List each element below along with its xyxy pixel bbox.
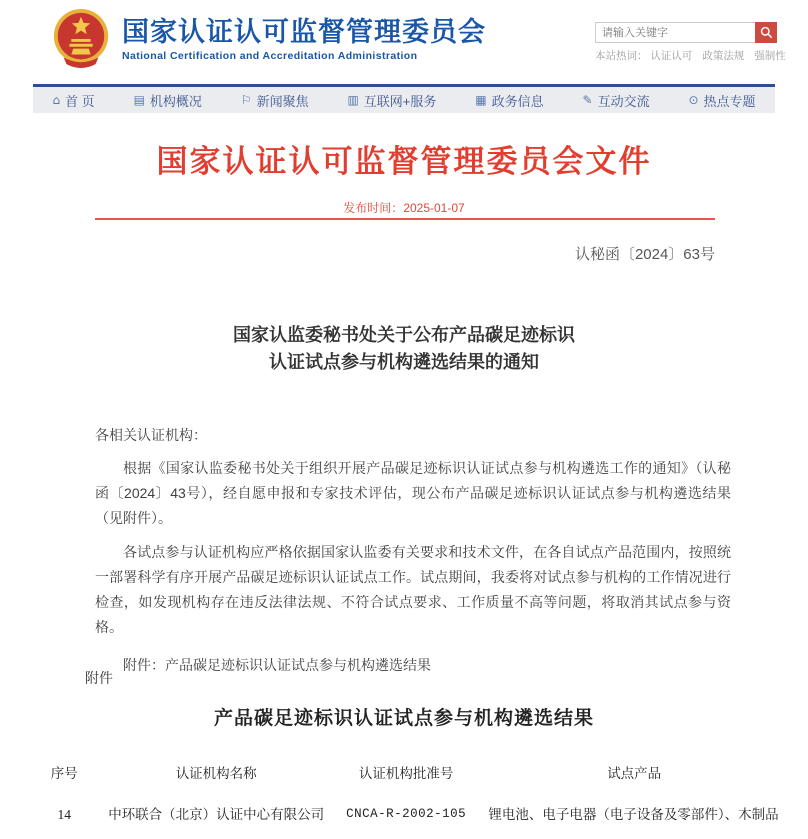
hot-word-link[interactable]: 认证认可: [650, 50, 693, 62]
nav-item-interaction[interactable]: [583, 91, 650, 110]
publish-date-value: 2025-01-07: [403, 201, 465, 215]
table-row: [30, 796, 790, 833]
col-header-org-name: 认证机构名称: [175, 766, 257, 781]
nav-label: 互动交流: [597, 93, 650, 109]
hot-words-row: [595, 48, 786, 63]
col-header-approval-no: 认证机构批准号: [358, 766, 454, 781]
nav-label: 机构概况: [149, 93, 202, 109]
cell-org-name: 中环联合（北京）认证中心有限公司: [108, 807, 325, 822]
cell-approval-no: CNCA-R-2002-105: [346, 807, 467, 821]
nav-label: 首 页: [65, 93, 95, 109]
home-icon: ⌂: [52, 93, 61, 107]
salutation: 各相关认证机构：: [95, 427, 207, 443]
search-input[interactable]: [595, 22, 755, 43]
nav-item-news-focus[interactable]: [241, 91, 309, 110]
site-brand: [122, 17, 486, 62]
nav-label: 热点专题: [703, 93, 756, 109]
document-banner-title: 国家认证认可监督管理委员会文件: [156, 144, 652, 179]
publish-date-label: 发布时间：: [343, 201, 404, 215]
hot-words-label: 本站热词：: [595, 50, 648, 62]
search-button[interactable]: [755, 22, 777, 43]
nav-item-org-overview[interactable]: [134, 91, 202, 110]
hot-word-link[interactable]: 政策法规: [702, 50, 745, 62]
search-icon: [760, 26, 773, 39]
site-header: [0, 0, 808, 84]
interaction-icon: ✎: [582, 93, 593, 107]
main-navbar: [33, 84, 775, 113]
attachment-table: [30, 752, 790, 833]
body-paragraph: 根据《国家认监委秘书处关于组织开展产品碳足迹标识认证试点参与机构遴选工作的通知》（认秘函〔2024〕43号），经自愿申报和专家技术评估，现公布产品碳足迹标识认证试点参与机构遴选结果（见附件）。: [95, 460, 731, 526]
red-divider: [95, 218, 715, 220]
attachment-reference: 附件：产品碳足迹标识认证试点参与机构遴选结果: [123, 657, 431, 673]
site-title-en: National Certification and Accreditation Administration: [122, 50, 418, 62]
attachment-title: 产品碳足迹标识认证试点参与机构遴选结果: [213, 708, 594, 729]
publish-date-line: [0, 199, 808, 216]
nav-item-internet-service[interactable]: [347, 91, 436, 110]
document-body: [95, 423, 731, 678]
hot-word-link[interactable]: 强制性: [754, 50, 786, 62]
news-focus-icon: ⚐: [240, 93, 252, 107]
internet-service-icon: ▥: [347, 93, 359, 107]
document-number: 认秘函〔2024〕63号: [574, 246, 715, 263]
nav-label: 新闻聚焦: [256, 93, 309, 109]
col-header-seq: 序号: [50, 766, 78, 781]
attachment-label: 附件: [85, 670, 113, 686]
document-title-line2: 认证试点参与机构遴选结果的通知: [269, 352, 539, 372]
gov-info-icon: ▦: [475, 93, 487, 107]
national-emblem-logo: [50, 6, 112, 70]
search-area: [595, 22, 786, 63]
hot-topics-icon: ⊙: [688, 93, 699, 107]
nav-label: 互联网+服务: [363, 93, 437, 109]
cell-pilot-products: 锂电池、电子电器（电子设备及零部件）、木制品: [488, 807, 779, 822]
document-title: [0, 322, 808, 376]
nav-item-hot-topics[interactable]: [688, 91, 755, 110]
col-header-pilot-products: 试点产品: [607, 766, 662, 781]
table-header-row: [30, 752, 790, 796]
cell-seq: 14: [57, 807, 71, 822]
nav-item-home[interactable]: [52, 91, 94, 110]
body-paragraph: 各试点参与认证机构应严格依据国家认监委有关要求和技术文件，在各自试点产品范围内，按照统一部署科学有序开展产品碳足迹标识认证试点工作。试点期间，我委将对试点参与机构的工作情况进行检查，如发现机构存在违反法律法规、不符合试点要求、工作质量不高等问题，将取消其试点参与资格。: [95, 544, 731, 635]
nav-label: 政务信息: [491, 93, 544, 109]
document-title-line1: 国家认监委秘书处关于公布产品碳足迹标识: [233, 325, 575, 345]
site-title-cn: 国家认证认可监督管理委员会: [122, 17, 486, 47]
nav-item-gov-info[interactable]: [475, 91, 543, 110]
org-overview-icon: ▤: [133, 93, 145, 107]
